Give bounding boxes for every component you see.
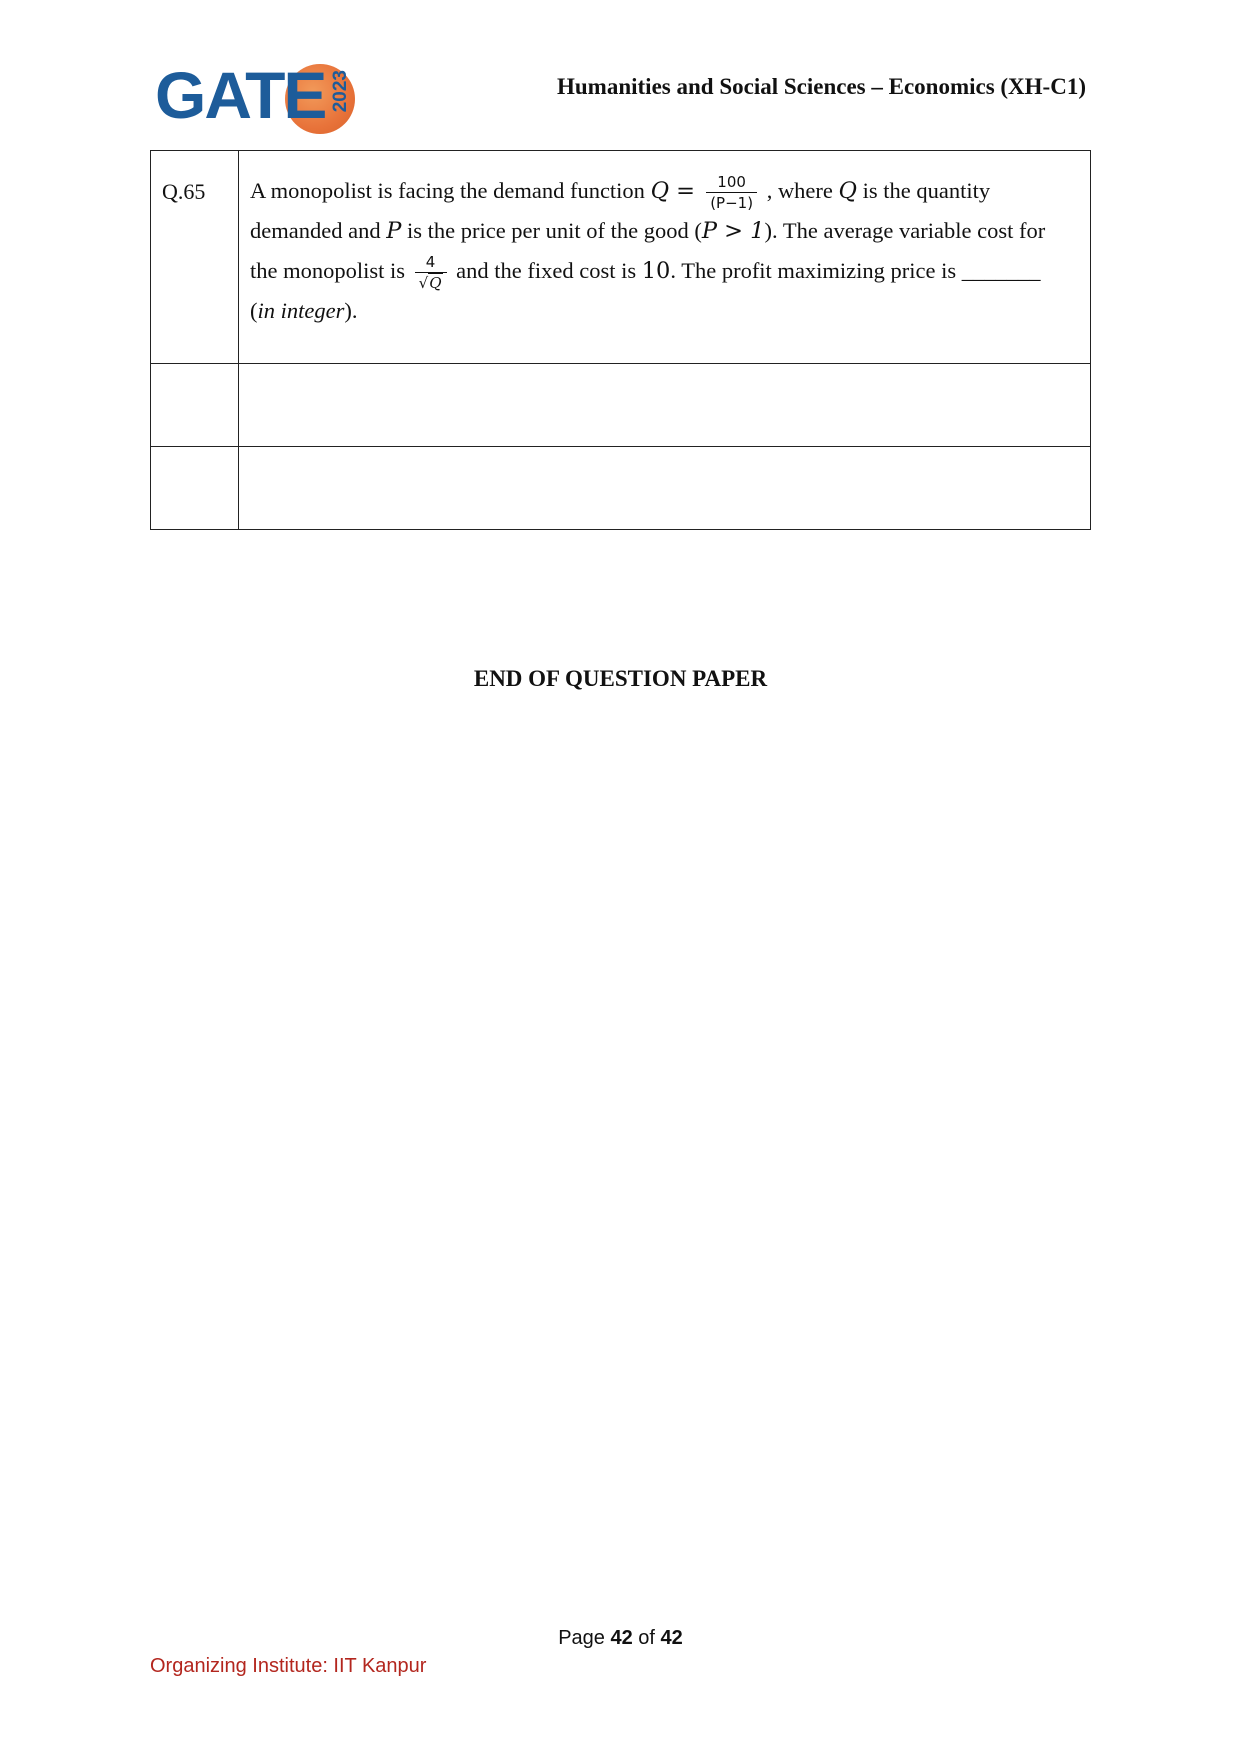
- page-header-title: Humanities and Social Sciences – Economics (XH-C1): [557, 74, 1086, 99]
- question-table: [150, 150, 1091, 530]
- organizing-institute: Organizing Institute: IIT Kanpur: [150, 1655, 427, 1677]
- gate-logo: [155, 60, 355, 140]
- empty-cell: [151, 447, 239, 530]
- table-row: [151, 151, 1091, 364]
- empty-cell: [151, 364, 239, 447]
- end-of-paper-heading: END OF QUESTION PAPER: [473, 666, 768, 691]
- avc-fraction: $\frac{4}{√Q}$: [415, 255, 447, 291]
- empty-cell: [239, 364, 1091, 447]
- logo-text: GATE: [155, 58, 326, 132]
- question-number: Q.65: [151, 151, 239, 364]
- question-text: A monopolist is facing the demand function Q = $\frac{100}{(P-1)}$ , where Q is the quantity demanded and P is the price per unit of the good (P > 1). The average variable cost for the monopolist is $\frac{4}{√Q}$ and the fixed cost is 10. The profit maximizing price is _______ (in integer).: [239, 151, 1091, 364]
- empty-cell: [239, 447, 1091, 530]
- demand-fraction: $\frac{100}{(P-1)}$: [706, 175, 757, 211]
- page-number: Page 42 of 42: [558, 1627, 683, 1649]
- table-row: [151, 447, 1091, 530]
- logo-year: 2023: [330, 70, 351, 113]
- table-row: [151, 364, 1091, 447]
